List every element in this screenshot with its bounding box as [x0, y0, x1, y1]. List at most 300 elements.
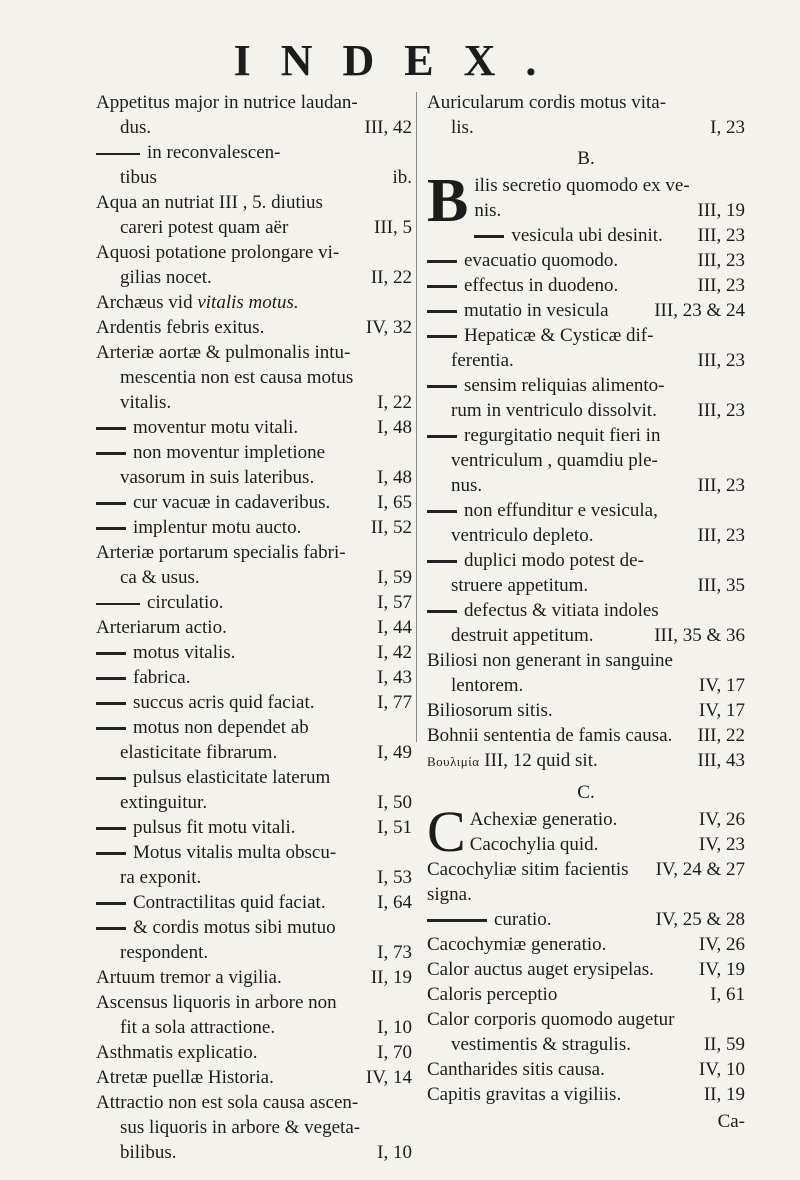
catchword: Ca- — [717, 1111, 745, 1132]
entry-text: defectus & vitiata indoles — [427, 598, 659, 623]
entry-reference: ib. — [392, 167, 412, 188]
drop-capital: B — [427, 167, 469, 235]
entry-text: sensim reliquias alimento- — [427, 373, 665, 398]
entry-line — [427, 907, 745, 932]
entry-line — [120, 940, 412, 965]
index-entry — [96, 615, 412, 640]
index-entry — [96, 290, 412, 315]
index-entry — [96, 1040, 412, 1065]
entry-line — [427, 648, 745, 673]
section-heading-b: B. — [577, 148, 595, 169]
repeat-dash — [96, 852, 126, 855]
index-entry — [427, 373, 745, 423]
entry-continuation: vasorum in suis lateribus. — [120, 467, 315, 488]
index-entry — [427, 323, 745, 373]
repeat-dash — [427, 285, 457, 288]
index-entry — [427, 498, 745, 548]
index-entry — [96, 890, 412, 915]
entry-reference: I, 10 — [377, 1142, 412, 1163]
entry-text: non moventur impletione — [96, 440, 325, 465]
index-entry — [427, 648, 745, 698]
entry-line — [427, 548, 745, 573]
index-entry — [96, 1090, 412, 1165]
entry-line — [120, 115, 412, 140]
entry-line — [427, 273, 745, 298]
entry-text: Arteriæ portarum specialis fabri- — [96, 542, 346, 563]
entry-line — [96, 315, 412, 340]
entry-line — [427, 423, 745, 448]
entry-text: Cantharides sitis causa. — [427, 1059, 605, 1080]
entry-reference: I, 57 — [377, 592, 412, 613]
entry-text: & cordis motus sibi mutuo — [96, 915, 336, 940]
index-entry — [427, 1057, 745, 1082]
entry-continuation: gilias nocet. — [120, 267, 212, 288]
entry-reference — [406, 290, 412, 315]
index-entry — [96, 715, 412, 765]
entry-reference: I, 49 — [377, 742, 412, 763]
repeat-dash — [96, 427, 126, 430]
entry-reference: IV, 14 — [365, 1067, 412, 1088]
entry-continuation: fit a sola attractione. — [120, 1017, 276, 1038]
index-entry — [427, 832, 745, 857]
entry-text: mutatio in vesicula — [427, 298, 609, 323]
entry-continuation: careri potest quam aër — [120, 217, 289, 238]
repeat-dash — [96, 677, 126, 680]
entry-reference: IV, 10 — [698, 1059, 745, 1080]
index-entry — [96, 140, 412, 190]
index-entry — [427, 748, 745, 774]
entry-continuation: elasticitate fibrarum. — [120, 742, 278, 763]
entry-reference: III, 23 — [697, 400, 745, 421]
entry-line — [96, 540, 412, 565]
entry-text: motus vitalis. — [96, 640, 235, 665]
repeat-dash — [427, 260, 457, 263]
entry-reference: I, 64 — [377, 892, 412, 913]
index-entry — [96, 190, 412, 240]
entry-continuation: lis. — [451, 117, 474, 138]
repeat-dash — [96, 827, 126, 830]
entry-text: in reconvalescen- — [96, 140, 280, 165]
entry-text: Capitis gravitas a vigiliis. — [427, 1084, 622, 1105]
entry-line — [120, 390, 412, 415]
entry-line — [451, 448, 745, 473]
greek-word: Βουλιμία — [427, 754, 480, 769]
entry-continuation: lentorem. — [451, 675, 524, 696]
entry-text: pulsus fit motu vitali. — [96, 815, 296, 840]
entry-line — [96, 765, 412, 790]
entry-reference: I, 51 — [377, 817, 412, 838]
entry-reference: III, 23 & 24 — [654, 300, 745, 321]
entry-continuation: ventriculo depleto. — [451, 525, 594, 546]
entry-text: pulsus elasticitate laterum — [96, 765, 330, 790]
repeat-dash — [427, 560, 457, 563]
entry-line — [96, 1065, 412, 1090]
entry-line — [96, 240, 412, 265]
index-entry — [96, 965, 412, 990]
entry-line — [96, 815, 412, 840]
entry-text: Biliosi non generant in sanguine — [427, 650, 673, 671]
section-b-entries — [427, 223, 745, 774]
repeat-dash — [96, 527, 126, 530]
entry-line — [427, 932, 745, 957]
entry-continuation: ra exponit. — [120, 867, 202, 888]
entry-continuation: tibus — [120, 167, 157, 188]
entry-line — [427, 373, 745, 398]
repeat-dash — [427, 919, 487, 922]
entry-continuation: vestimentis & stragulis. — [451, 1034, 631, 1055]
entry-reference: IV, 32 — [365, 317, 412, 338]
entry-reference: II, 22 — [370, 267, 412, 288]
entry-reference: III, 23 — [697, 350, 745, 371]
index-entry — [96, 640, 412, 665]
entry-line — [96, 1040, 412, 1065]
page-title: INDEX. — [233, 36, 567, 85]
index-entry — [96, 540, 412, 590]
entry-text: Βουλιμία III, 12 quid sit. — [427, 750, 598, 771]
index-entry — [427, 907, 745, 932]
entry-text: regurgitatio nequit fieri in — [427, 423, 660, 448]
index-entry — [96, 515, 412, 540]
entry-line — [427, 748, 745, 774]
entry-line — [120, 1140, 412, 1165]
entry-line — [120, 1015, 412, 1040]
entry-continuation: nus. — [451, 475, 483, 496]
entry-continuation: struere appetitum. — [451, 575, 589, 596]
repeat-dash — [96, 777, 126, 780]
index-entry — [96, 665, 412, 690]
entry-line — [427, 298, 745, 323]
entry-line — [427, 598, 745, 623]
entry-line — [451, 623, 745, 648]
entry-reference: IV, 24 & 27 — [655, 859, 745, 880]
entry-text: vesicula ubi desinit. — [474, 223, 662, 248]
entry-text: implentur motu aucto. — [96, 515, 301, 540]
index-entry — [427, 698, 745, 723]
entry-reference: III, 23 — [697, 250, 745, 271]
entry-text: Aquosi potatione prolongare vi- — [96, 242, 340, 263]
index-entry — [427, 1007, 745, 1057]
entry-text: Atretæ puellæ Historia. — [96, 1067, 274, 1088]
entry-text: motus non dependet ab — [96, 715, 309, 740]
entry-text: Arteriarum actio. — [96, 617, 227, 638]
entry-text: Arteriæ aortæ & pulmonalis intu- — [96, 342, 351, 363]
entry-line — [427, 698, 745, 723]
entry-text: Motus vitalis multa obscu- — [96, 840, 336, 865]
entry-line — [427, 498, 745, 523]
entry-line — [427, 957, 745, 982]
entry-line — [427, 1007, 745, 1032]
entry-reference: III, 23 — [697, 475, 745, 496]
right-column — [427, 90, 745, 1134]
entry-continuation: respondent. — [120, 942, 209, 963]
entry-reference: I, 53 — [377, 867, 412, 888]
entry-reference: IV, 23 — [698, 834, 745, 855]
entry-line — [96, 515, 412, 540]
entry-reference: I, 43 — [377, 667, 412, 688]
index-entry — [96, 490, 412, 515]
entry-reference: I, 48 — [377, 467, 412, 488]
entry-line — [96, 590, 412, 615]
entry-text: Contractilitas quid faciat. — [96, 890, 326, 915]
entry-reference: III, 5 — [374, 217, 412, 238]
index-entry — [427, 723, 745, 748]
index-entry — [427, 598, 745, 648]
entry-text: Biliosorum sitis. — [427, 700, 553, 721]
entry-reference: IV, 26 — [698, 809, 745, 830]
entry-text: Ascensus liquoris in arbore non — [96, 992, 337, 1013]
entry-continuation: extinguitur. — [120, 792, 208, 813]
repeat-dash — [96, 502, 126, 505]
italic-reference: vitalis motus. — [197, 292, 299, 313]
entry-line — [96, 190, 412, 215]
entry-text: Auricularum cordis motus vita- — [427, 92, 667, 113]
entry-continuation: rum in ventriculo dissolvit. — [451, 400, 657, 421]
entry-line — [451, 673, 745, 698]
entry-text: fabrica. — [96, 665, 190, 690]
entry-reference: I, 70 — [377, 1042, 412, 1063]
entry-reference: I, 73 — [377, 942, 412, 963]
entry-line — [451, 473, 745, 498]
entry-continuation: sus liquoris in arbore & vegeta- — [120, 1117, 361, 1138]
entry-text: cur vacuæ in cadaveribus. — [96, 490, 330, 515]
entry-line — [96, 965, 412, 990]
entry-text: Calor auctus auget erysipelas. — [427, 959, 654, 980]
repeat-dash — [96, 702, 126, 705]
entry-line — [96, 1090, 412, 1115]
entry-line — [427, 323, 745, 348]
entry-text: circulatio. — [96, 590, 224, 615]
left-column — [96, 90, 412, 1165]
entry-line — [120, 1115, 412, 1140]
entry-text: Archæus vid vitalis motus. — [96, 292, 299, 313]
repeat-dash — [427, 310, 457, 313]
entry-line — [120, 365, 412, 390]
entry-continuation: dus. — [120, 117, 152, 138]
index-entry — [427, 248, 745, 273]
entry-line — [427, 857, 745, 907]
entry-line — [96, 840, 412, 865]
index-entry — [427, 982, 745, 1007]
entry-reference: II, 19 — [703, 1084, 745, 1105]
entry-reference: III, 23 — [697, 225, 745, 246]
entry-line — [120, 465, 412, 490]
entry-line — [474, 223, 745, 248]
entry-reference: III, 42 — [364, 117, 412, 138]
entry-reference: I, 50 — [377, 792, 412, 813]
entry-line — [96, 665, 412, 690]
repeat-dash — [427, 385, 457, 388]
entry-line — [451, 1032, 745, 1057]
entry-text: curatio. — [427, 907, 552, 932]
repeat-dash — [427, 335, 457, 338]
entry-line — [96, 415, 412, 440]
index-entry-drop — [427, 167, 745, 235]
entry-line — [470, 832, 745, 857]
index-entry — [96, 240, 412, 290]
section-c-entries — [427, 832, 745, 1107]
entry-text: Aqua an nutriat III , 5. diutius — [96, 192, 323, 213]
entry-continuation: ca & usus. — [120, 567, 200, 588]
entry-continuation: bilibus. — [120, 1142, 177, 1163]
entry-reference: II, 19 — [370, 967, 412, 988]
entry-text: effectus in duodeno. — [427, 273, 618, 298]
entry-line — [120, 265, 412, 290]
repeat-dash — [96, 727, 126, 730]
entry-line — [96, 915, 412, 940]
repeat-dash — [427, 510, 457, 513]
index-entry — [96, 690, 412, 715]
entry-reference: IV, 26 — [698, 934, 745, 955]
entry-text: Cacochylia quid. — [469, 834, 599, 855]
entry-line — [120, 165, 412, 190]
entry-reference: I, 65 — [377, 492, 412, 513]
entry-text: moventur motu vitali. — [96, 415, 298, 440]
index-entry — [96, 815, 412, 840]
entry-text: Appetitus major in nutrice laudan- — [96, 92, 358, 113]
index-entry — [427, 273, 745, 298]
entry-line — [120, 790, 412, 815]
entry-text: Hepaticæ & Cysticæ dif- — [427, 323, 653, 348]
entry-line — [96, 715, 412, 740]
entry-text: Asthmatis explicatio. — [96, 1042, 258, 1063]
index-entry — [96, 765, 412, 815]
entry-text: evacuatio quomodo. — [427, 248, 618, 273]
entry-reference: IV, 19 — [698, 959, 745, 980]
entry-reference: III, 19 — [697, 200, 745, 221]
entry-reference: I, 42 — [377, 642, 412, 663]
entry-line — [120, 215, 412, 240]
entry-reference: IV, 25 & 28 — [655, 909, 745, 930]
entry-reference: I, 61 — [710, 984, 745, 1005]
index-entry — [96, 915, 412, 965]
index-entry — [96, 415, 412, 440]
entry-continuation: vitalis. — [120, 392, 172, 413]
column-divider — [416, 92, 417, 742]
repeat-dash — [96, 603, 140, 605]
entry-text: Cacochyliæ sitim facientis signa. — [427, 859, 629, 905]
entry-line — [96, 690, 412, 715]
entry-continuation: ventriculum , quamdiu ple- — [451, 450, 658, 471]
entry-reference: IV, 17 — [698, 675, 745, 696]
entry-reference: III, 43 — [697, 750, 745, 771]
entry-reference: III, 22 — [697, 725, 745, 746]
entry-text: succus acris quid faciat. — [96, 690, 314, 715]
entry-text: ilis secretio quomodo ex ve- — [474, 175, 690, 196]
repeat-dash — [427, 435, 457, 438]
index-entry — [427, 932, 745, 957]
entry-reference: III, 35 — [697, 575, 745, 596]
repeat-dash — [96, 902, 126, 905]
entry-reference: I, 59 — [377, 567, 412, 588]
entry-line — [96, 340, 412, 365]
entry-text: non effunditur e vesicula, — [427, 498, 658, 523]
entry-reference: III, 35 & 36 — [654, 625, 745, 646]
entry-line — [96, 990, 412, 1015]
entry-line — [427, 1057, 745, 1082]
entry-line — [96, 140, 412, 165]
entry-line — [96, 615, 412, 640]
repeat-dash — [96, 153, 140, 155]
index-entry — [427, 548, 745, 598]
entry-reference: II, 59 — [703, 1034, 745, 1055]
repeat-dash — [96, 927, 126, 930]
entry-continuation: mescentia non est causa motus — [120, 367, 354, 388]
entry-continuation: ferentia. — [451, 350, 514, 371]
entry-line — [451, 573, 745, 598]
index-entry — [96, 90, 412, 140]
entry-reference: IV, 17 — [698, 700, 745, 721]
entry-reference: I, 48 — [377, 417, 412, 438]
index-entry — [96, 990, 412, 1040]
entry-text: Calor corporis quomodo augetur — [427, 1009, 675, 1030]
entry-text: Artuum tremor a vigilia. — [96, 967, 282, 988]
entry-continuation: nis. — [474, 200, 502, 221]
entry-line — [451, 523, 745, 548]
index-entry — [427, 423, 745, 498]
entry-reference: III, 23 — [697, 275, 745, 296]
entry-text: Ardentis febris exitus. — [96, 317, 265, 338]
entry-line — [96, 640, 412, 665]
entry-line — [120, 565, 412, 590]
entry-line — [120, 740, 412, 765]
repeat-dash — [427, 610, 457, 613]
entry-line — [96, 890, 412, 915]
index-entry — [427, 857, 745, 907]
index-entry — [427, 90, 745, 140]
index-entry — [96, 340, 412, 415]
index-entry — [96, 440, 412, 490]
drop-capital: C — [427, 799, 466, 864]
entry-reference: I, 77 — [377, 692, 412, 713]
entry-text: Bohnii sententia de famis causa. — [427, 725, 673, 746]
entry-text: Caloris perceptio — [427, 984, 558, 1005]
entry-text: Cacochymiæ generatio. — [427, 934, 607, 955]
entry-reference: I, 22 — [377, 392, 412, 413]
entry-continuation: destruit appetitum. — [451, 625, 594, 646]
entry-line — [96, 490, 412, 515]
entry-text: Achexiæ generatio. — [469, 809, 618, 830]
entry-reference: II, 52 — [370, 517, 412, 538]
repeat-dash — [474, 235, 504, 238]
index-entry — [96, 1065, 412, 1090]
index-entry — [427, 298, 745, 323]
index-entry — [427, 223, 745, 248]
entry-text: Attractio non est sola causa ascen- — [96, 1092, 359, 1113]
index-entry — [427, 957, 745, 982]
index-entry — [96, 315, 412, 340]
entry-line — [96, 290, 412, 315]
repeat-dash — [96, 652, 126, 655]
index-entry — [96, 840, 412, 890]
entry-reference: I, 23 — [710, 117, 745, 138]
section-heading-c: C. — [577, 782, 595, 803]
index-entry — [427, 1082, 745, 1107]
entry-line — [451, 348, 745, 373]
entry-line — [427, 248, 745, 273]
entry-reference: I, 10 — [377, 1017, 412, 1038]
repeat-dash — [96, 452, 126, 455]
entry-text: duplici modo potest de- — [427, 548, 644, 573]
entry-line — [96, 90, 412, 115]
entry-line — [451, 398, 745, 423]
entry-line — [427, 982, 745, 1007]
entry-reference: I, 44 — [377, 617, 412, 638]
entry-reference: III, 23 — [697, 525, 745, 546]
entry-line — [427, 723, 745, 748]
entry-line — [427, 1082, 745, 1107]
entry-line — [120, 865, 412, 890]
index-entry — [96, 590, 412, 615]
